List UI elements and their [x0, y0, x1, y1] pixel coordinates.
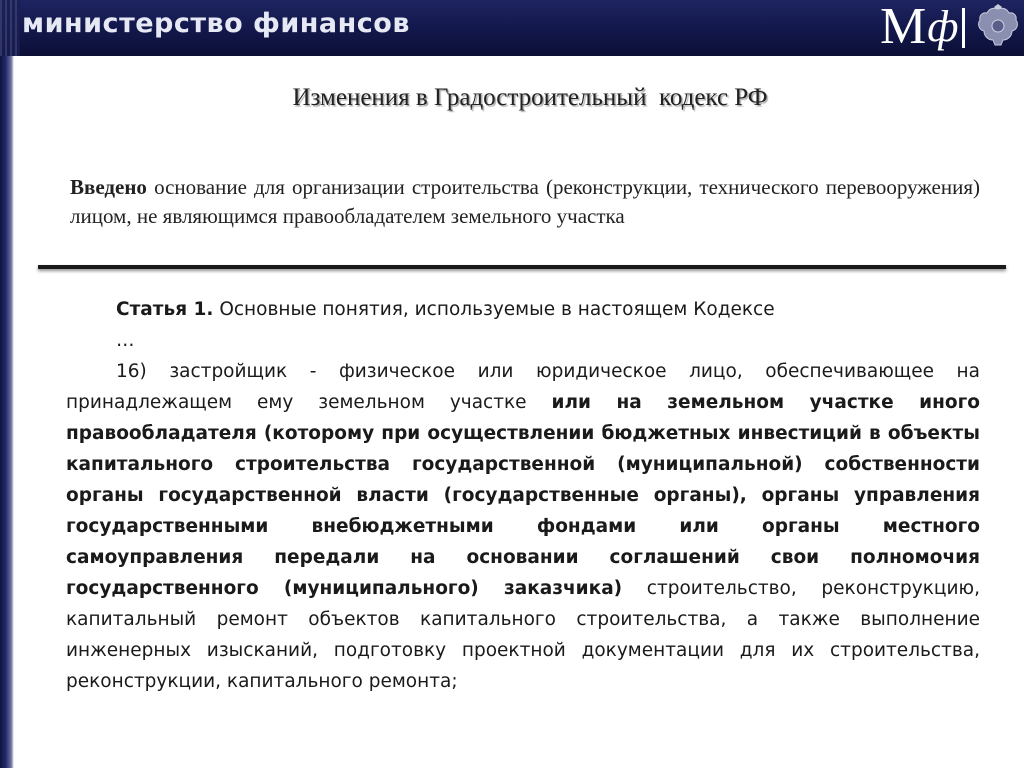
logo-letter-f: ф	[927, 2, 959, 51]
logo-bar	[962, 8, 965, 48]
ministry-logo	[880, 0, 965, 55]
intro-bold-lead: Введено	[70, 175, 147, 199]
slide-title: Изменения в Градостроительный кодекс РФ	[292, 84, 768, 111]
article-excerpt	[66, 294, 980, 697]
header-banner	[0, 0, 1024, 56]
definition-amendment-bold: или на земельном участке иного правообладателя (которому при осуществлении бюджетных инвестиций в объекты капитального строительства государственной (муниципальной) собственности органы государственной власти (государственные органы), органы управления государственными внебюджетными фондами или органы местного самоуправления передали на основании соглашений свои полномочия государственного (муниципального) заказчика)	[66, 392, 980, 599]
article-number: Статья 1.	[116, 299, 214, 320]
ellipsis: …	[116, 330, 135, 351]
logo-letter-m: М	[880, 0, 927, 55]
ministry-title: министерство финансов	[22, 8, 410, 39]
double-headed-eagle-icon	[975, 3, 1021, 51]
intro-paragraph	[70, 173, 980, 231]
left-edge-decoration	[0, 56, 14, 768]
definition-paragraph	[66, 356, 980, 697]
section-divider	[38, 265, 1006, 269]
intro-text: основание для организации строительства (реконструкции, технического перевооружения) лицом, не являющимся правообладателем земельного участка	[70, 175, 980, 228]
definition-text-2: строительство, реконструкцию, капитальный ремонт объектов капитального строительства, а также выполнение инженерных изысканий, подготовку проектной документации для их строительства, реконструкции, капитального ремонта;	[66, 578, 980, 692]
building-graphic	[0, 0, 20, 56]
article-heading-text: Основные понятия, используемые в настоящем Кодексе	[213, 299, 775, 320]
definition-text-1: 16) застройщик - физическое или юридическое лицо, обеспечивающее на принадлежащем ему земельном участке	[66, 361, 980, 413]
article-heading	[66, 294, 980, 325]
